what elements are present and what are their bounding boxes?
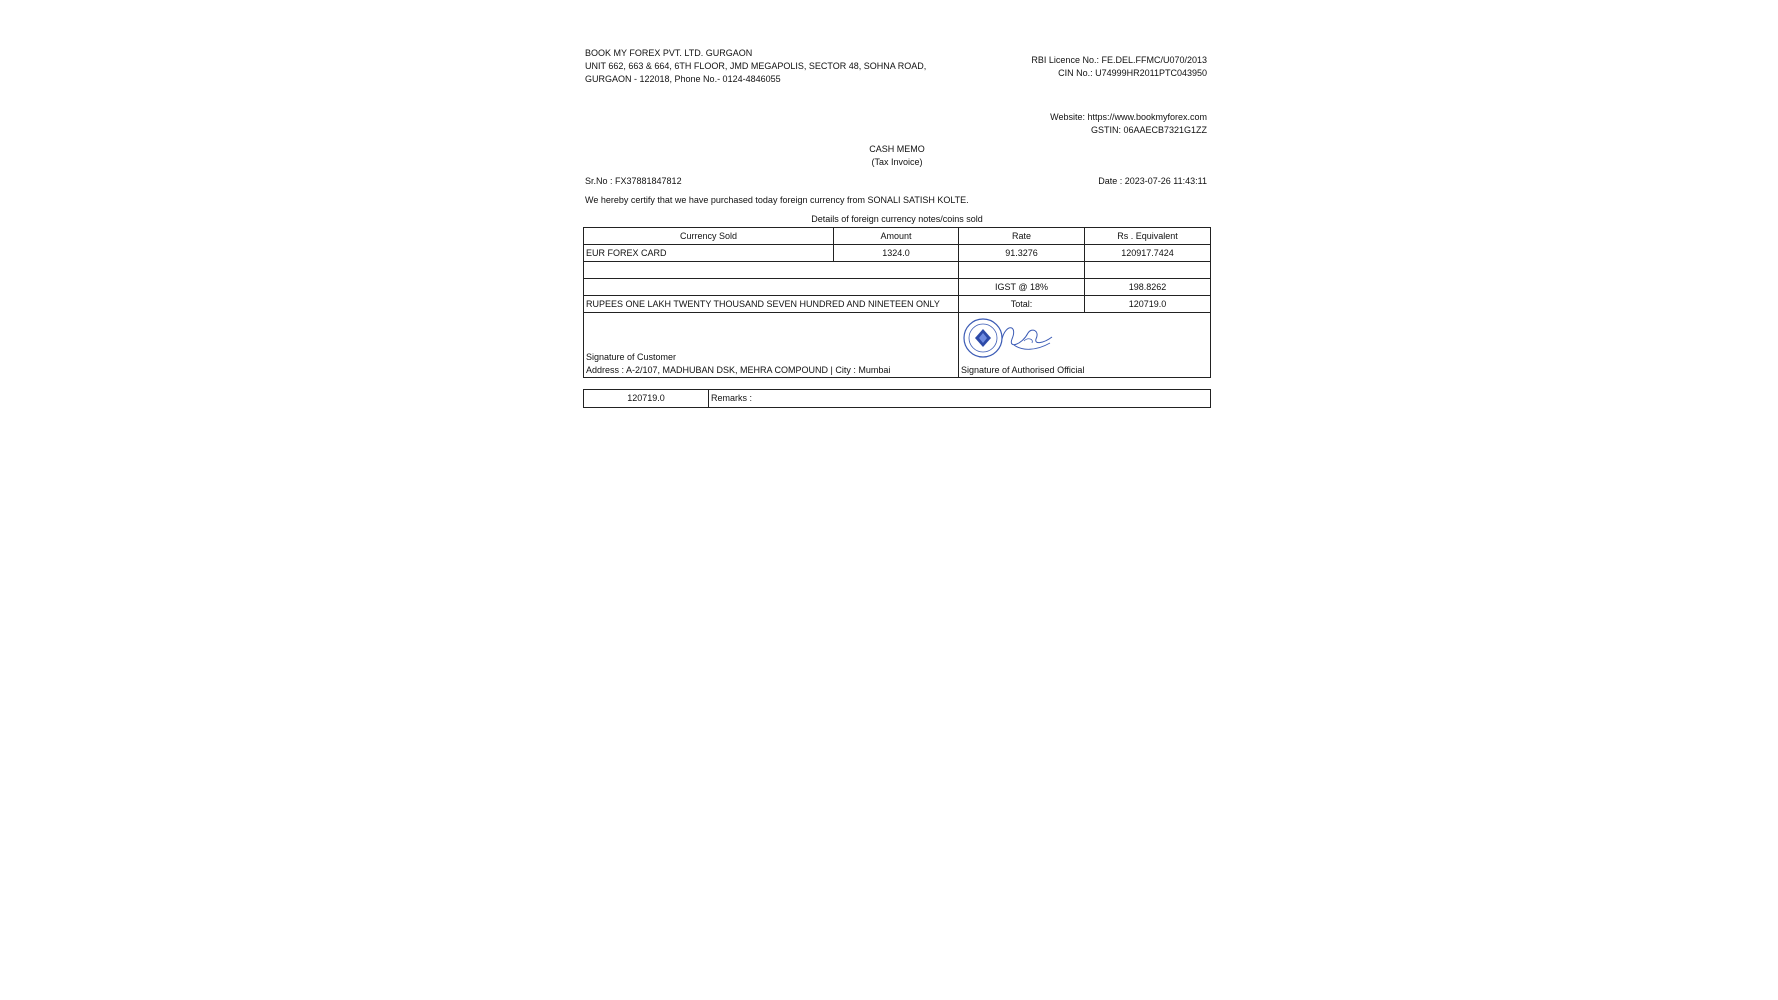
table-header-row: [584, 228, 1211, 245]
total-value: 120719.0: [1085, 296, 1211, 313]
empty-cell-left: [584, 262, 959, 279]
header-rs-equivalent: Rs . Equivalent: [1085, 228, 1211, 245]
web-gstin-block: [1050, 111, 1207, 137]
signature-row: [584, 313, 1211, 378]
table-row: [584, 245, 1211, 262]
gstin: GSTIN: 06AAECB7321G1ZZ: [1090, 125, 1207, 135]
header-currency-sold: Currency Sold: [584, 228, 834, 245]
igst-row: [584, 279, 1211, 296]
cin-number: CIN No.: U74999HR2011PTC043950: [1058, 68, 1207, 78]
igst-label: IGST @ 18%: [959, 279, 1085, 296]
stamp-and-signature-icon: [962, 317, 1058, 361]
footer-row: [584, 390, 1211, 408]
igst-empty-cell: [584, 279, 959, 296]
memo-title: CASH MEMO: [869, 144, 925, 154]
customer-signature-cell: [584, 313, 959, 378]
memo-title-block: [585, 143, 1209, 169]
amount-in-words: RUPEES ONE LAKH TWENTY THOUSAND SEVEN HUNDRED AND NINETEEN ONLY: [584, 296, 959, 313]
memo-subtitle: (Tax Invoice): [871, 157, 923, 167]
registration-block: [1031, 54, 1207, 80]
total-row: [584, 296, 1211, 313]
header-rate: Rate: [959, 228, 1085, 245]
header-amount: Amount: [834, 228, 959, 245]
official-signature-cell: [959, 313, 1211, 378]
rbi-licence: RBI Licence No.: FE.DEL.FFMC/U070/2013: [1031, 55, 1207, 65]
customer-signature-label: Signature of Customer: [586, 352, 677, 362]
igst-value: 198.8262: [1085, 279, 1211, 296]
serial-number: Sr.No : FX37881847812: [585, 176, 682, 186]
cell-amount: 1324.0: [834, 245, 959, 262]
empty-row: [584, 262, 1211, 279]
company-address-line1: UNIT 662, 663 & 664, 6TH FLOOR, JMD MEGAPOLIS, SECTOR 48, SOHNA ROAD,: [585, 61, 927, 71]
company-address-line2: GURGAON - 122018, Phone No.- 0124-4846055: [585, 74, 781, 84]
official-signature-label: Signature of Authorised Official: [961, 365, 1085, 375]
customer-address: Address : A-2/107, MADHUBAN DSK, MEHRA COMPOUND | City : Mumbai: [586, 365, 891, 375]
currency-table: [583, 227, 1211, 378]
footer-amount: 120719.0: [584, 390, 709, 408]
company-header: [585, 47, 926, 86]
empty-cell-rate: [959, 262, 1085, 279]
footer-table: [583, 389, 1211, 408]
cell-rate: 91.3276: [959, 245, 1085, 262]
memo-date: Date : 2023-07-26 11:43:11: [1098, 176, 1207, 186]
empty-cell-equivalent: [1085, 262, 1211, 279]
details-heading: Details of foreign currency notes/coins sold: [811, 214, 983, 224]
company-stamp: [962, 317, 1058, 365]
total-label: Total:: [959, 296, 1085, 313]
website: Website: https://www.bookmyforex.com: [1050, 112, 1207, 122]
cell-currency: EUR FOREX CARD: [584, 245, 834, 262]
remarks-label: Remarks :: [709, 390, 1211, 408]
certify-statement: We hereby certify that we have purchased today foreign currency from SONALI SATISH KOLTE.: [585, 195, 969, 205]
company-name: BOOK MY FOREX PVT. LTD. GURGAON: [585, 48, 753, 58]
cell-equivalent: 120917.7424: [1085, 245, 1211, 262]
